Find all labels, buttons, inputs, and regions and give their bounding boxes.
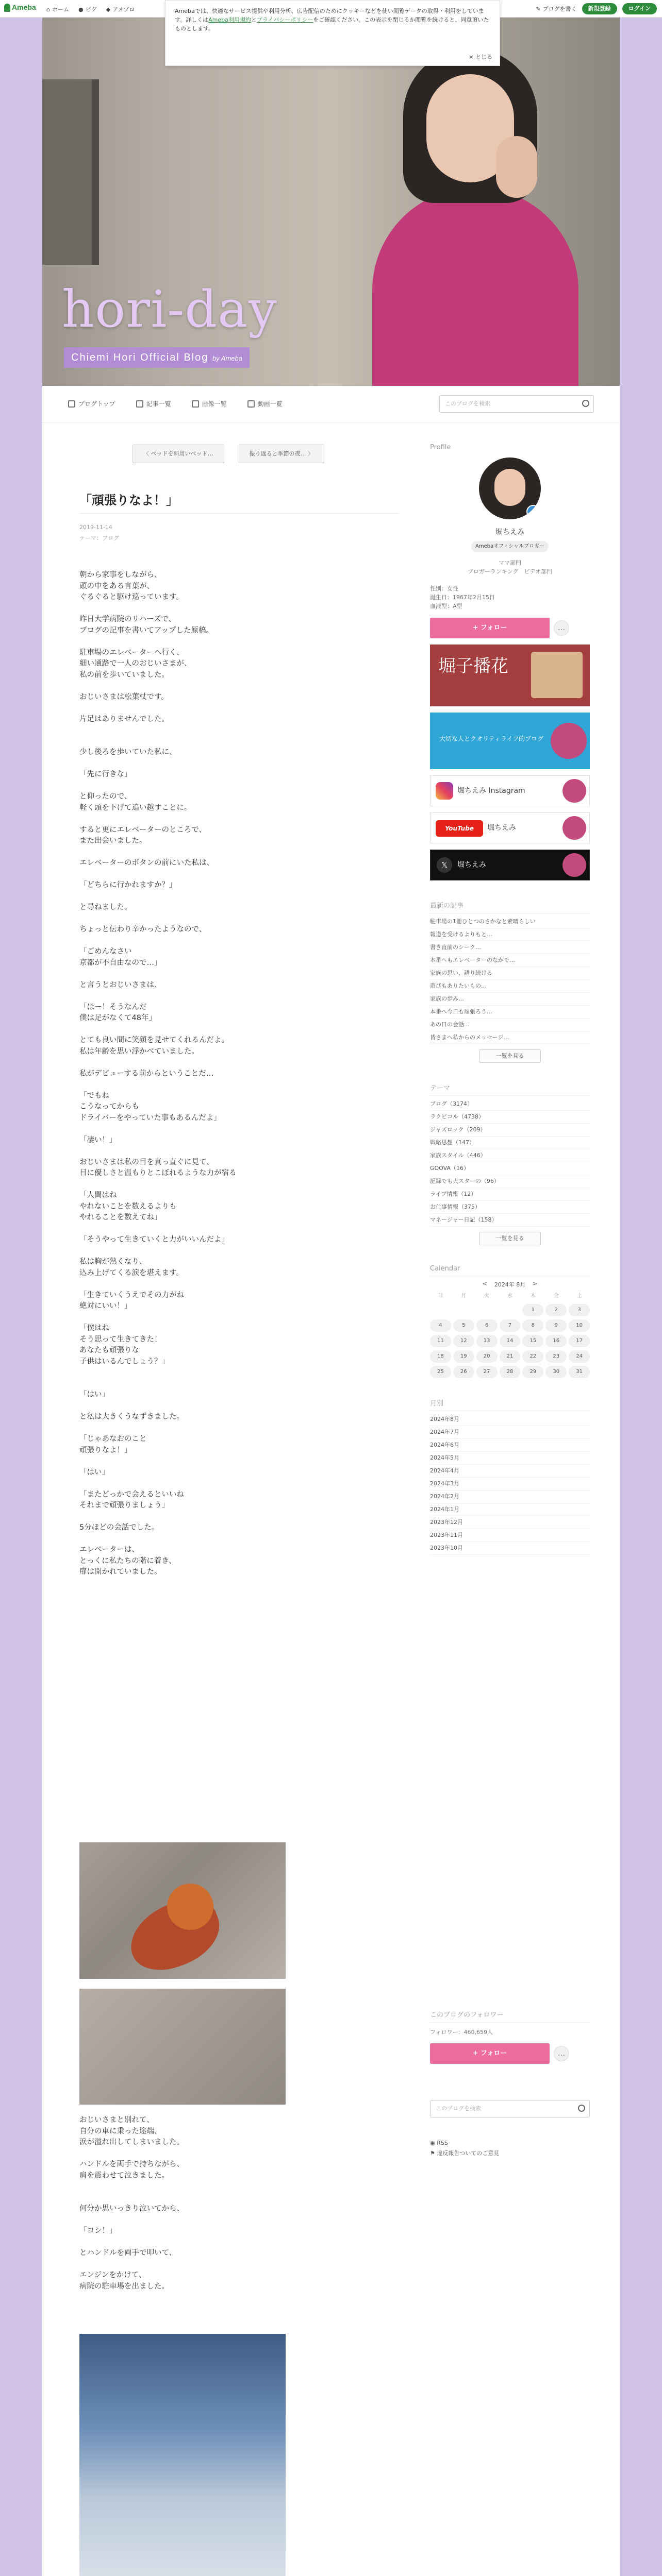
nav-ameblo[interactable]: ◆ アメブロ	[106, 6, 135, 13]
lower-sidebar	[430, 2009, 590, 2159]
banner-blog[interactable]: 大切な人とクオリティライフ的ブログ	[430, 713, 590, 769]
search-icon[interactable]	[578, 2105, 585, 2112]
report-link[interactable]: ⚑ 違反報告ついてのご意見	[430, 2150, 500, 2157]
more-options-button-lower[interactable]: …	[554, 2046, 569, 2061]
banner-youtube[interactable]: YouTube 堀ちえみ	[430, 812, 590, 843]
recent-post-item[interactable]: 駐車場の1冊ひとつのさかなと素晴らしい	[430, 916, 590, 928]
blog-search-input-lower[interactable]: このブログを検索	[430, 2100, 590, 2117]
register-button[interactable]: 新規登録	[582, 3, 617, 14]
calendar-header	[430, 1280, 590, 1289]
banner-photo	[551, 723, 587, 759]
video-icon	[247, 400, 255, 408]
calendar-day[interactable]: 15	[522, 1335, 543, 1347]
calendar-day[interactable]: 8	[522, 1319, 543, 1332]
nav-image-list[interactable]: 画像一覧	[192, 399, 227, 408]
calendar-weekday: 土	[576, 1293, 582, 1299]
theme-item[interactable]: ライブ情報（12）	[430, 1188, 590, 1201]
prev-month-icon[interactable]: <	[482, 1280, 487, 1287]
entry-title[interactable]: 「頑張りなよ！」	[79, 490, 399, 514]
leaf-shape	[167, 1884, 213, 1930]
calendar-empty-cell	[476, 1304, 498, 1316]
write-blog-link[interactable]: ✎ ブログを書く	[536, 5, 577, 12]
recent-post-item[interactable]: 家族の思い、語り続ける	[430, 967, 590, 980]
ameba-logo[interactable]: Ameba	[4, 3, 36, 12]
header-person-hand	[496, 136, 537, 198]
pigg-icon: ●	[78, 6, 84, 13]
recent-post-item[interactable]: 報道を受けるよりもと…	[430, 928, 590, 941]
theme-heading: テーマ	[430, 1082, 590, 1096]
recent-post-item[interactable]: 本番へ今日も頑張ろう…	[430, 1006, 590, 1019]
follower-count: フォロワー：460,659人	[430, 2029, 493, 2036]
footer-links	[430, 2138, 590, 2159]
rss-link[interactable]: ◉ RSS	[430, 2140, 448, 2146]
profile-ranking: ママ部門 ブロガーランキング ビデオ部門	[467, 560, 553, 575]
instagram-icon	[436, 782, 453, 800]
list-icon	[136, 400, 143, 408]
theme-item[interactable]: 記録でも大スターの（96）	[430, 1175, 590, 1188]
recent-post-item[interactable]: 本番へもエレベーターのなかで…	[430, 954, 590, 967]
archive-item[interactable]: 2023年10月	[430, 1542, 590, 1555]
recent-posts-heading: 最新の記事	[430, 900, 590, 913]
topbar-actions	[536, 3, 657, 14]
calendar-day[interactable]: 31	[569, 1366, 590, 1378]
close-notice-button[interactable]: × とじる	[469, 54, 492, 60]
entry-image-autumn-leaf[interactable]	[79, 1842, 286, 1979]
header-window	[42, 79, 99, 265]
calendar-day[interactable]: 21	[500, 1350, 521, 1363]
archive-heading: 月別	[430, 1398, 590, 1411]
calendar-day[interactable]: 20	[476, 1350, 498, 1363]
pencil-icon: ✎	[536, 5, 541, 12]
calendar-section	[430, 1265, 590, 1378]
archive-section	[430, 1398, 590, 1555]
archive-item[interactable]: 2024年4月	[430, 1465, 590, 1478]
next-entry-button[interactable]: 振り返ると季節の夜… 〉	[239, 445, 325, 463]
archive-item[interactable]: 2024年8月	[430, 1413, 590, 1426]
banner-instagram[interactable]: 堀ちえみ Instagram	[430, 775, 590, 806]
theme-item[interactable]: ラクビコル（4738）	[430, 1111, 590, 1124]
nav-pigg[interactable]: ● ピグ	[78, 6, 97, 13]
youtube-icon: YouTube	[436, 820, 483, 837]
x-icon: 𝕏	[437, 857, 452, 873]
theme-item[interactable]: お仕事情報（375）	[430, 1201, 590, 1214]
followers-heading: このブログのフォロワー	[430, 2009, 590, 2023]
terms-link[interactable]: Ameba利用規約	[208, 16, 251, 23]
calendar-day[interactable]: 11	[430, 1335, 451, 1347]
home-icon: ⌂	[46, 6, 50, 13]
blog-entry	[79, 490, 399, 1578]
theme-list	[430, 1098, 590, 1227]
calendar-day[interactable]: 13	[476, 1335, 498, 1347]
recent-post-item[interactable]: 書き直前のシーク…	[430, 941, 590, 954]
calendar-day[interactable]: 23	[545, 1350, 567, 1363]
entry-image-stone[interactable]	[79, 1989, 286, 2105]
official-blogger-badge: Amebaオフィシャルブロガー	[471, 541, 549, 552]
blog-search-input[interactable]: このブログを検索	[439, 395, 594, 413]
home-icon	[68, 400, 75, 408]
calendar-day[interactable]: 18	[430, 1350, 451, 1363]
archive-list	[430, 1413, 590, 1555]
banner-x[interactable]: 𝕏 堀ちえみ	[430, 850, 590, 880]
calendar-day[interactable]: 28	[500, 1366, 521, 1378]
entry-image-sky[interactable]	[79, 2334, 286, 2576]
theme-item[interactable]: ブログ（3174）	[430, 1098, 590, 1111]
ameba-leaf-icon	[4, 4, 10, 12]
recent-posts-list	[430, 916, 590, 1044]
banner-photo	[562, 779, 586, 803]
nav-article-list[interactable]: 記事一覧	[136, 399, 171, 408]
nav-home[interactable]: ⌂ ホーム	[46, 6, 69, 13]
cookie-notice: Amebaでは、快適なサービス提供や利用分析、広告配信のためにクッキーなどを使い閲覧データの取得・利用をしています。詳しくはAmeba利用規約とプライバシーポリシーをご確認ください。この表示を閉じるか閲覧を続けると、同意頂いたものとします。 × とじる	[165, 0, 500, 66]
follow-button[interactable]: + フォロー	[430, 618, 550, 638]
entry-theme[interactable]: テーマ：ブログ	[79, 535, 119, 541]
main-content	[42, 423, 620, 1969]
search-icon[interactable]	[582, 400, 589, 407]
recent-post-item[interactable]: 皆さまへ私からのメッセージ…	[430, 1031, 590, 1044]
archive-item[interactable]: 2024年7月	[430, 1426, 590, 1439]
theme-section	[430, 1082, 590, 1245]
calendar-grid	[430, 1292, 590, 1378]
rss-icon: ◉	[430, 2140, 437, 2146]
theme-item[interactable]: マネージャー日記（158）	[430, 1214, 590, 1227]
blog-navbar	[42, 386, 620, 423]
archive-item[interactable]: 2024年1月	[430, 1503, 590, 1516]
calendar-day[interactable]: 17	[569, 1335, 590, 1347]
calendar-weekday: 金	[553, 1293, 559, 1299]
blog-subtitle: Chiemi Hori Official Blog by Ameba	[64, 347, 250, 368]
banner-photo	[531, 652, 583, 698]
next-month-icon[interactable]: >	[533, 1280, 538, 1287]
calendar-day[interactable]: 5	[453, 1319, 474, 1332]
profile-info: 性別：女性 誕生日：1967年2月15日 血液型：A型	[430, 585, 495, 609]
verified-badge-icon	[526, 505, 540, 518]
sidebar	[430, 444, 590, 1555]
calendar-day[interactable]: 30	[545, 1366, 567, 1378]
recent-post-item[interactable]: あの日の会話…	[430, 1019, 590, 1031]
right-background-band	[620, 18, 662, 2576]
camera-icon	[192, 400, 199, 408]
calendar-day[interactable]: 3	[569, 1304, 590, 1316]
entry-pagination	[133, 445, 324, 463]
entry-date: 2019-11-14	[79, 524, 112, 531]
calendar-month: 2024年 8月	[494, 1281, 526, 1288]
avatar-face	[494, 469, 525, 506]
recent-post-item[interactable]: 遊びもありたいもの…	[430, 980, 590, 993]
banner-book[interactable]: 堀子播花	[430, 645, 590, 706]
calendar-weekday: 水	[507, 1293, 512, 1299]
profile-name[interactable]: 堀ちえみ	[495, 528, 524, 536]
archive-item[interactable]: 2024年6月	[430, 1439, 590, 1452]
calendar-day[interactable]: 12	[453, 1335, 474, 1347]
banner-photo	[562, 853, 586, 877]
calendar-heading: Calendar	[430, 1265, 590, 1276]
calendar-day[interactable]: 6	[476, 1319, 498, 1332]
header-person-body	[372, 188, 578, 386]
privacy-link[interactable]: プライバシーポリシー	[256, 16, 313, 23]
follow-row	[430, 618, 590, 638]
calendar-day[interactable]: 2	[545, 1304, 567, 1316]
archive-item[interactable]: 2023年12月	[430, 1516, 590, 1529]
calendar-day[interactable]: 1	[522, 1304, 543, 1316]
calendar-weekday: 日	[438, 1293, 443, 1299]
profile-heading: Profile	[430, 444, 451, 451]
entry-body: 朝から家事をしながら、 頭の中をある言葉が、 ぐるぐると駆け巡っています。 昨日大学病院のリハーズで、 ブログの記事を書いてアップした原稿。 駐車場のエレベーターへ行く、 細い通路で一人のおじいさまが、 私の前を歩いていました。 おじいさまは松葉杖です。 片足はありませんでした。 少し後ろを歩いていた私に、 「先に行きな」 と仰ったので、 軽く頭を下げて追い越すことに。 すると更にエレベーターのところで、 また出会いました。 エレベーターのボタンの前にいた私は、 「どちらに行かれますか？」 と尋ねました。 ちょっと伝わり辛かったようなので、 「ごめんなさい 京都が不自由なので…」 と言うとおじいさまは、 「ほー！そうなんだ 僕は足がなくて48年」 とても良い間に笑顔を見せてくれるんだよ。 私は年齢を思い浮かべていました。 私がデビューする前からということだ… 「でもね こうなってからも ドライバーをやっていた事もあるんだよ」 「凄い！」 おじいさまは私の目を真っ直ぐに見て、 目に優しさと温もりとこぼれるような力が宿る 「人間はね やれないことを数えるよりも やれることを数えてね」 「そうやって生きていくと力がいいんだよ」 私は胸が熱くなり、 込み上げてくる涙を堪えます。 「生きていくうえでその力がね 絶対にいい！」 「僕はね そう思って生きてきた！ あなたも頑張りな 子供はいるんでしょう？」 「はい」 と私は大きくうなずきました。 「じゃあなおのこと 頑張りなよ！」 「はい」 「またどっかで会えるといいね それまで頑張りましょう」 5分ほどの会話でした。 エレベーターは、 とっくに私たちの階に着き、 扉は開かれていました。	[79, 571, 237, 1576]
theme-item[interactable]: 戦略思想（147）	[430, 1137, 590, 1149]
blog-header	[42, 18, 620, 386]
archive-item[interactable]: 2023年11月	[430, 1529, 590, 1542]
recent-posts-section	[430, 900, 590, 1063]
flag-icon: ⚑	[430, 2150, 437, 2157]
blog-nav-items	[68, 399, 283, 408]
lower-content	[42, 1989, 620, 2576]
follow-row-lower	[430, 2043, 590, 2064]
ameblo-icon: ◆	[106, 6, 111, 13]
calendar-day[interactable]: 25	[430, 1366, 451, 1378]
calendar-day[interactable]: 7	[500, 1319, 521, 1332]
calendar-weekday: 火	[484, 1293, 490, 1299]
calendar-weekday: 木	[530, 1293, 536, 1299]
blog-title[interactable]: hori-day	[62, 280, 277, 339]
calendar-day[interactable]: 4	[430, 1319, 451, 1332]
more-options-button[interactable]: …	[554, 620, 569, 636]
recent-post-item[interactable]: 家族の歩み…	[430, 993, 590, 1006]
recent-all-button[interactable]: 一覧を見る	[479, 1049, 541, 1063]
archive-item[interactable]: 2024年3月	[430, 1478, 590, 1490]
archive-item[interactable]: 2024年2月	[430, 1490, 590, 1503]
login-button[interactable]: ログイン	[622, 3, 657, 14]
calendar-weekday: 月	[461, 1293, 467, 1299]
calendar-day[interactable]: 24	[569, 1350, 590, 1363]
theme-item[interactable]: GOOVA（16）	[430, 1162, 590, 1175]
calendar-day[interactable]: 27	[476, 1366, 498, 1378]
theme-all-button[interactable]: 一覧を見る	[479, 1232, 541, 1245]
calendar-empty-cell	[453, 1304, 474, 1316]
global-nav	[46, 5, 135, 13]
calendar-day[interactable]: 16	[545, 1335, 567, 1347]
banner-photo	[562, 816, 586, 840]
archive-item[interactable]: 2024年5月	[430, 1452, 590, 1465]
calendar-day[interactable]: 19	[453, 1350, 474, 1363]
theme-item[interactable]: ジャズロック（209）	[430, 1124, 590, 1137]
left-background-band	[0, 18, 42, 2576]
calendar-empty-cell	[500, 1304, 521, 1316]
calendar-day[interactable]: 26	[453, 1366, 474, 1378]
nav-video-list[interactable]: 動画一覧	[247, 399, 283, 408]
calendar-empty-cell	[430, 1304, 451, 1316]
profile-avatar[interactable]	[479, 457, 541, 519]
calendar-day[interactable]: 10	[569, 1319, 590, 1332]
calendar-day[interactable]: 14	[500, 1335, 521, 1347]
prev-entry-button[interactable]: 〈 ベッドを斜用いベッド…	[133, 445, 224, 463]
nav-blog-top[interactable]: ブログトップ	[68, 399, 115, 408]
entry-body-continued: おじいさまと別れて、 自分の車に乗った途端、 涙が溢れ出してしまいました。 ハンドルを両手で持ちながら、 肩を震わせて泣きました。 何分か思いっきり泣いてから、 「ヨシ！」 とハンドルを両手で叩いて、 エンジンをかけて、 病院の駐車場を出ました。	[79, 2116, 184, 2291]
theme-item[interactable]: 家族スタイル（446）	[430, 1149, 590, 1162]
calendar-day[interactable]: 29	[522, 1366, 543, 1378]
follow-button-lower[interactable]: + フォロー	[430, 2043, 550, 2064]
calendar-day[interactable]: 9	[545, 1319, 567, 1332]
calendar-day[interactable]: 22	[522, 1350, 543, 1363]
